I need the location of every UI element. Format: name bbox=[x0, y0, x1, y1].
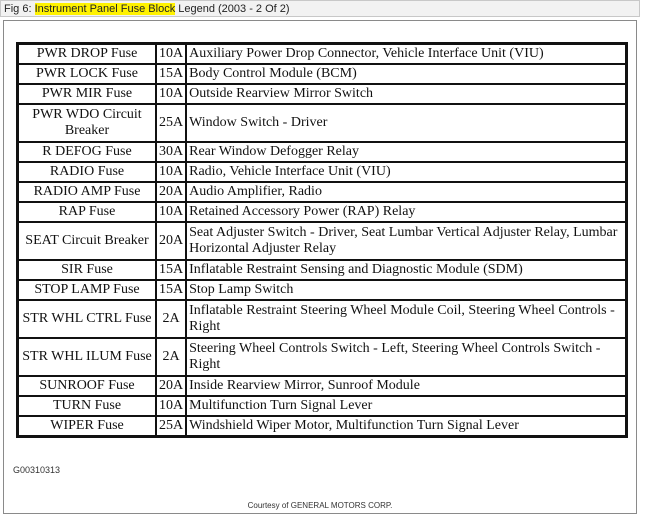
fuse-rating-cell: 10A bbox=[156, 202, 186, 222]
fuse-name-cell: PWR MIR Fuse bbox=[18, 84, 156, 104]
figure-title-highlight: Instrument Panel Fuse Block bbox=[34, 3, 176, 15]
fuse-row bbox=[18, 338, 626, 376]
courtesy-note: Courtesy of GENERAL MOTORS CORP. bbox=[247, 501, 393, 510]
fuse-circuit-cell: Outside Rearview Mirror Switch bbox=[186, 84, 626, 104]
fuse-rating-cell: 10A bbox=[156, 44, 186, 64]
figure-id: G00310313 bbox=[13, 465, 61, 475]
fuse-rating-cell: 15A bbox=[156, 64, 186, 84]
fuse-row bbox=[18, 64, 626, 84]
fuse-name-cell: SIR Fuse bbox=[18, 260, 156, 280]
fuse-rating-cell: 15A bbox=[156, 280, 186, 300]
fuse-circuit-cell: Radio, Vehicle Interface Unit (VIU) bbox=[186, 162, 626, 182]
fuse-row bbox=[18, 202, 626, 222]
fuse-name-cell: RADIO Fuse bbox=[18, 162, 156, 182]
fuse-name-cell: PWR DROP Fuse bbox=[18, 44, 156, 64]
fuse-circuit-cell: Inflatable Restraint Sensing and Diagnostic Module (SDM) bbox=[186, 260, 626, 280]
fuse-rating-cell: 25A bbox=[156, 416, 186, 436]
fuse-name-cell: WIPER Fuse bbox=[18, 416, 156, 436]
fuse-name-cell: STR WHL ILUM Fuse bbox=[18, 338, 156, 376]
fuse-rating-cell: 15A bbox=[156, 260, 186, 280]
fuse-name-cell: R DEFOG Fuse bbox=[18, 142, 156, 162]
fuse-row bbox=[18, 280, 626, 300]
fuse-row bbox=[18, 300, 626, 338]
fuse-circuit-cell: Audio Amplifier, Radio bbox=[186, 182, 626, 202]
fuse-row bbox=[18, 260, 626, 280]
fuse-circuit-cell: Steering Wheel Controls Switch - Left, Steering Wheel Controls Switch - Right bbox=[186, 338, 626, 376]
fuse-rating-cell: 20A bbox=[156, 222, 186, 260]
fuse-legend-table bbox=[16, 42, 628, 438]
fuse-row bbox=[18, 44, 626, 64]
fuse-name-cell: SEAT Circuit Breaker bbox=[18, 222, 156, 260]
fuse-row bbox=[18, 396, 626, 416]
fuse-circuit-cell: Auxiliary Power Drop Connector, Vehicle Interface Unit (VIU) bbox=[186, 44, 626, 64]
figure-number: Fig 6: bbox=[4, 3, 35, 15]
fuse-rating-cell: 2A bbox=[156, 338, 186, 376]
fuse-circuit-cell: Inflatable Restraint Steering Wheel Module Coil, Steering Wheel Controls - Right bbox=[186, 300, 626, 338]
fuse-name-cell: PWR WDO Circuit Breaker bbox=[18, 104, 156, 142]
fuse-row bbox=[18, 142, 626, 162]
fuse-circuit-cell: Seat Adjuster Switch - Driver, Seat Lumbar Vertical Adjuster Relay, Lumbar Horizontal Adjuster Relay bbox=[186, 222, 626, 260]
fuse-rating-cell: 10A bbox=[156, 84, 186, 104]
fuse-row bbox=[18, 416, 626, 436]
fuse-row bbox=[18, 84, 626, 104]
fuse-name-cell: PWR LOCK Fuse bbox=[18, 64, 156, 84]
fuse-name-cell: STR WHL CTRL Fuse bbox=[18, 300, 156, 338]
fuse-rating-cell: 20A bbox=[156, 376, 186, 396]
fuse-row bbox=[18, 104, 626, 142]
fuse-rating-cell: 2A bbox=[156, 300, 186, 338]
fuse-name-cell: STOP LAMP Fuse bbox=[18, 280, 156, 300]
fuse-circuit-cell: Rear Window Defogger Relay bbox=[186, 142, 626, 162]
fuse-rating-cell: 25A bbox=[156, 104, 186, 142]
fuse-circuit-cell: Stop Lamp Switch bbox=[186, 280, 626, 300]
fuse-row bbox=[18, 222, 626, 260]
figure-title-rest: Legend (2003 - 2 Of 2) bbox=[175, 3, 290, 15]
fuse-name-cell: TURN Fuse bbox=[18, 396, 156, 416]
fuse-rating-cell: 10A bbox=[156, 162, 186, 182]
fuse-row bbox=[18, 162, 626, 182]
figure-caption-bar bbox=[0, 0, 640, 17]
fuse-circuit-cell: Window Switch - Driver bbox=[186, 104, 626, 142]
fuse-row bbox=[18, 376, 626, 396]
fuse-circuit-cell: Windshield Wiper Motor, Multifunction Turn Signal Lever bbox=[186, 416, 626, 436]
fuse-circuit-cell: Body Control Module (BCM) bbox=[186, 64, 626, 84]
fuse-rating-cell: 20A bbox=[156, 182, 186, 202]
fuse-circuit-cell: Inside Rearview Mirror, Sunroof Module bbox=[186, 376, 626, 396]
fuse-circuit-cell: Multifunction Turn Signal Lever bbox=[186, 396, 626, 416]
fuse-row bbox=[18, 182, 626, 202]
fuse-name-cell: RAP Fuse bbox=[18, 202, 156, 222]
fuse-rating-cell: 10A bbox=[156, 396, 186, 416]
fuse-rating-cell: 30A bbox=[156, 142, 186, 162]
fuse-legend-body bbox=[18, 44, 626, 436]
fuse-name-cell: RADIO AMP Fuse bbox=[18, 182, 156, 202]
fuse-circuit-cell: Retained Accessory Power (RAP) Relay bbox=[186, 202, 626, 222]
fuse-name-cell: SUNROOF Fuse bbox=[18, 376, 156, 396]
